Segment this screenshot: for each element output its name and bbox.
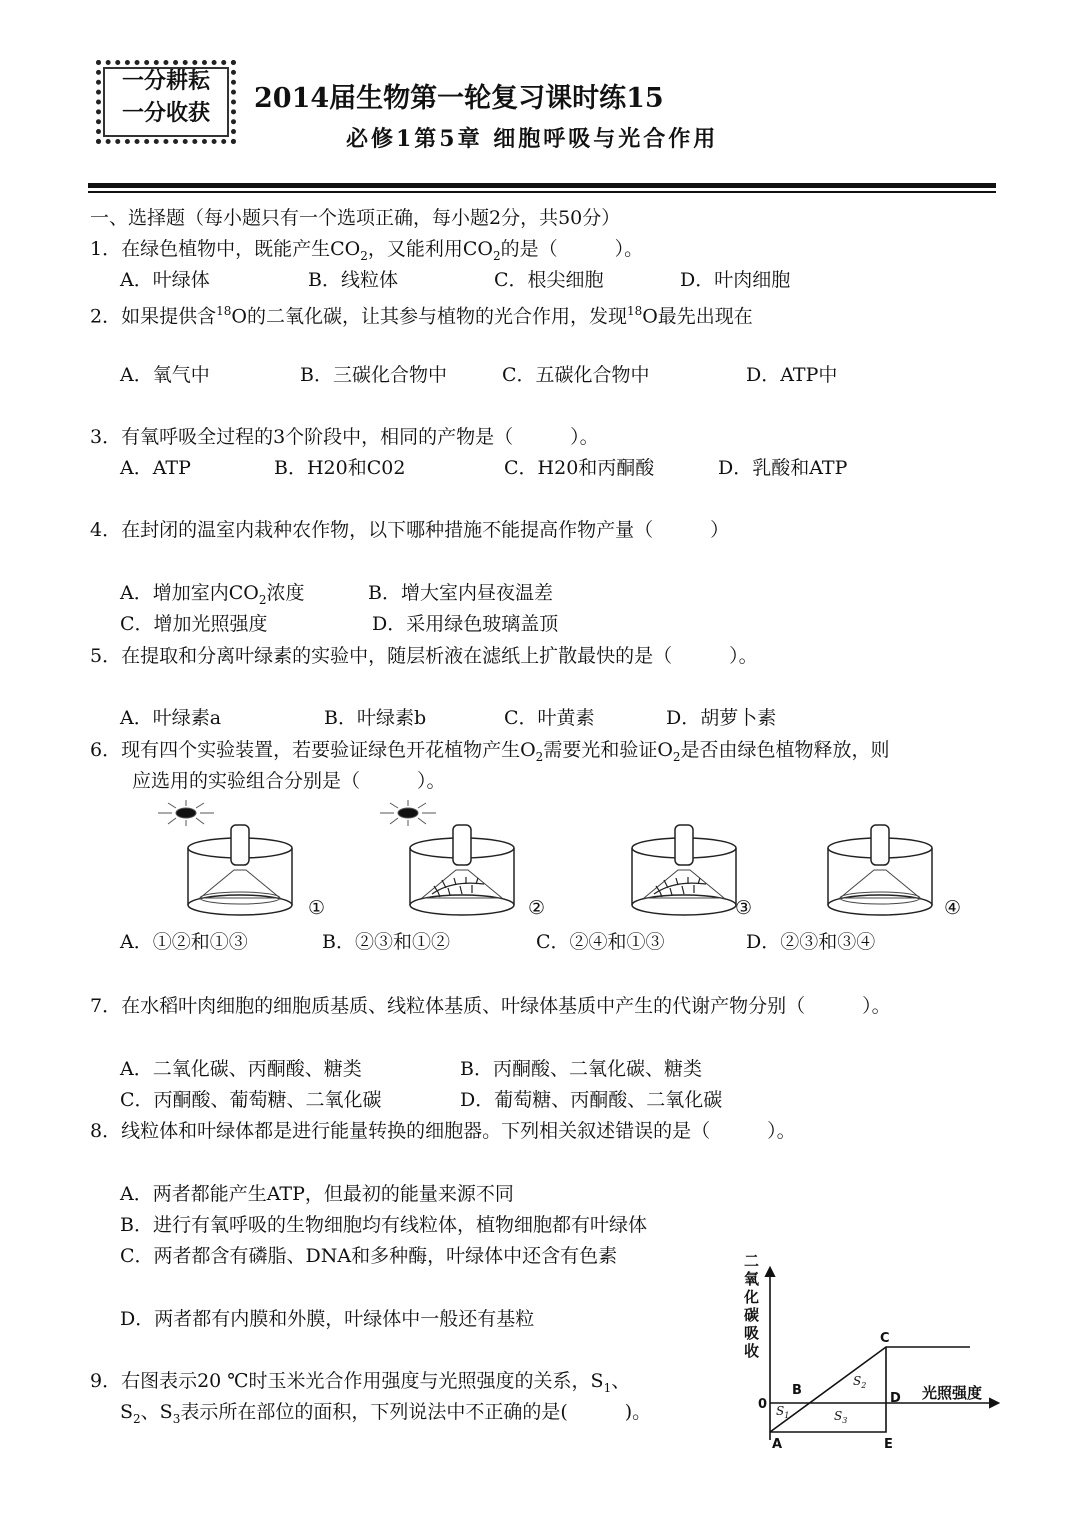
plant-icon-2 xyxy=(432,877,484,897)
question-5: 5．在提取和分离叶绿素的实验中，随层析液在滤纸上扩散最快的是（ ）。 xyxy=(90,645,758,667)
light-intensity-graph xyxy=(738,1250,1008,1450)
origin-label: 0 xyxy=(758,1397,768,1412)
q3-option-a: A．ATP xyxy=(120,457,191,479)
page-subtitle: 必修1第5章 细胞呼吸与光合作用 xyxy=(346,126,719,152)
q4-option-b: B．增大室内昼夜温差 xyxy=(368,582,553,604)
q3-option-b: B．H20和C02 xyxy=(274,457,406,479)
question-2: 2．如果提供含$^{18}$O的二氧化碳，让其参与植物的光合作用，发现$^{18}$O最先出现在 xyxy=(90,304,753,328)
svg-text:收: 收 xyxy=(744,1342,760,1360)
q1-option-b: B．线粒体 xyxy=(308,269,398,291)
question-7: 7．在水稻叶肉细胞的细胞质基质、线粒体基质、叶绿体基质中产生的代谢产物分别（ ）。 xyxy=(90,995,891,1017)
q8-option-c: C．两者都含有磷脂、DNA和多种酶，叶绿体中还含有色素 xyxy=(120,1245,618,1267)
figure-label-1: ① xyxy=(308,897,326,919)
apparatus-2 xyxy=(380,800,514,915)
q7-option-d: D．葡萄糖、丙酮酸、二氧化碳 xyxy=(460,1089,723,1111)
q6-option-b: B．②③和①② xyxy=(322,931,450,953)
question-6-line-2: 应选用的实验组合分别是（ ）。 xyxy=(132,770,446,792)
q7-option-a: A．二氧化碳、丙酮酸、糖类 xyxy=(120,1058,362,1080)
q8-option-d: D．两者都有内膜和外膜，叶绿体中一般还有基粒 xyxy=(120,1308,535,1330)
q8-option-b: B．进行有氧呼吸的生物细胞均有线粒体，植物细胞都有叶绿体 xyxy=(120,1214,647,1236)
q1-option-a: A．叶绿体 xyxy=(120,269,210,291)
point-e: E xyxy=(884,1437,893,1450)
q6-option-a: A．①②和①③ xyxy=(120,931,248,953)
sun-icon-2 xyxy=(380,800,436,826)
q2-option-b: B．三碳化合物中 xyxy=(300,364,447,386)
apparatus-4 xyxy=(828,825,932,915)
q4-option-d: D．采用绿色玻璃盖顶 xyxy=(372,613,559,635)
sun-icon-1 xyxy=(158,800,214,826)
q3-option-c: C．H20和丙酮酸 xyxy=(504,457,655,479)
apparatus-1 xyxy=(158,800,292,915)
q1-option-c: C．根尖细胞 xyxy=(494,269,604,291)
x-axis-label: 光照强度 xyxy=(922,1384,983,1402)
svg-text:二: 二 xyxy=(744,1252,760,1270)
q6-option-c: C．②④和①③ xyxy=(536,931,665,953)
question-1: 1．在绿色植物中，既能产生$CO_2$，又能利用$CO_2$的是（ ）。 xyxy=(90,238,644,263)
apparatus-3 xyxy=(632,825,736,915)
q3-option-d: D．乳酸和ATP xyxy=(718,457,848,479)
section-heading: 一、选择题（每小题只有一个选项正确，每小题2分，共50分） xyxy=(90,207,621,229)
stamp-line-2: 一分收获 xyxy=(121,100,210,126)
q1-option-d: D．叶肉细胞 xyxy=(680,269,791,291)
y-axis-label xyxy=(743,1252,760,1360)
q2-option-c: C．五碳化合物中 xyxy=(502,364,650,386)
q7-option-c: C．丙酮酸、葡萄糖、二氧化碳 xyxy=(120,1089,382,1111)
apparatus-figure xyxy=(150,800,990,922)
header-rule-thick xyxy=(88,183,996,188)
page-title: 2014届生物第一轮复习课时练15 xyxy=(254,83,664,114)
svg-text:碳: 碳 xyxy=(744,1306,760,1324)
question-8: 8．线粒体和叶绿体都是进行能量转换的细胞器。下列相关叙述错误的是（ ）。 xyxy=(90,1120,796,1142)
question-6: 6．现有四个实验装置，若要验证绿色开花植物产生$O_2$需要光和验证$O_2$是否由绿色植物释放，则 xyxy=(90,739,890,764)
figure-label-2: ② xyxy=(528,897,546,919)
stamp-line-1: 一分耕耘 xyxy=(121,68,210,94)
q8-option-a: A．两者都能产生ATP，但最初的能量来源不同 xyxy=(120,1183,514,1205)
svg-text:氧: 氧 xyxy=(744,1270,760,1288)
q2-option-d: D．ATP中 xyxy=(746,364,838,386)
q4-option-a: A．增加室内$CO_2$浓度 xyxy=(120,582,305,607)
q6-option-d: D．②③和③④ xyxy=(746,931,876,953)
question-4: 4．在封闭的温室内栽种农作物，以下哪种措施不能提高作物产量（ ） xyxy=(90,519,730,541)
q5-option-b: B．叶绿素b xyxy=(324,707,427,729)
point-d: D xyxy=(890,1391,901,1406)
q4-option-c: C．增加光照强度 xyxy=(120,613,268,635)
header-rule-thin xyxy=(88,191,996,193)
point-b: B xyxy=(792,1383,802,1398)
point-a: A xyxy=(772,1437,783,1450)
question-3: 3．有氧呼吸全过程的3个阶段中，相同的产物是（ ）。 xyxy=(90,426,599,448)
svg-text:化: 化 xyxy=(744,1288,760,1306)
question-9: 9．右图表示20 ℃时玉米光合作用强度与光照强度的关系，$S_1$、 xyxy=(90,1370,631,1395)
area-s1: $S_1$ xyxy=(776,1404,790,1420)
q2-option-a: A．氧气中 xyxy=(120,364,210,386)
figure-label-4: ④ xyxy=(944,897,962,919)
question-9-line-2: $S_2$、$S_3$表示所在部位的面积，下列说法中不正确的是( )。 xyxy=(120,1401,652,1426)
q5-option-a: A．叶绿素a xyxy=(120,707,222,729)
q5-option-d: D．胡萝卜素 xyxy=(666,707,777,729)
point-c: C xyxy=(880,1331,890,1346)
figure-label-3: ③ xyxy=(735,897,753,919)
area-s3: $S_3$ xyxy=(834,1409,848,1425)
svg-text:吸: 吸 xyxy=(744,1324,760,1342)
area-s2: $S_2$ xyxy=(853,1374,867,1390)
q5-option-c: C．叶黄素 xyxy=(504,707,595,729)
motto-stamp xyxy=(96,60,236,144)
q7-option-b: B．丙酮酸、二氧化碳、糖类 xyxy=(460,1058,702,1080)
plant-icon-3 xyxy=(654,877,706,897)
